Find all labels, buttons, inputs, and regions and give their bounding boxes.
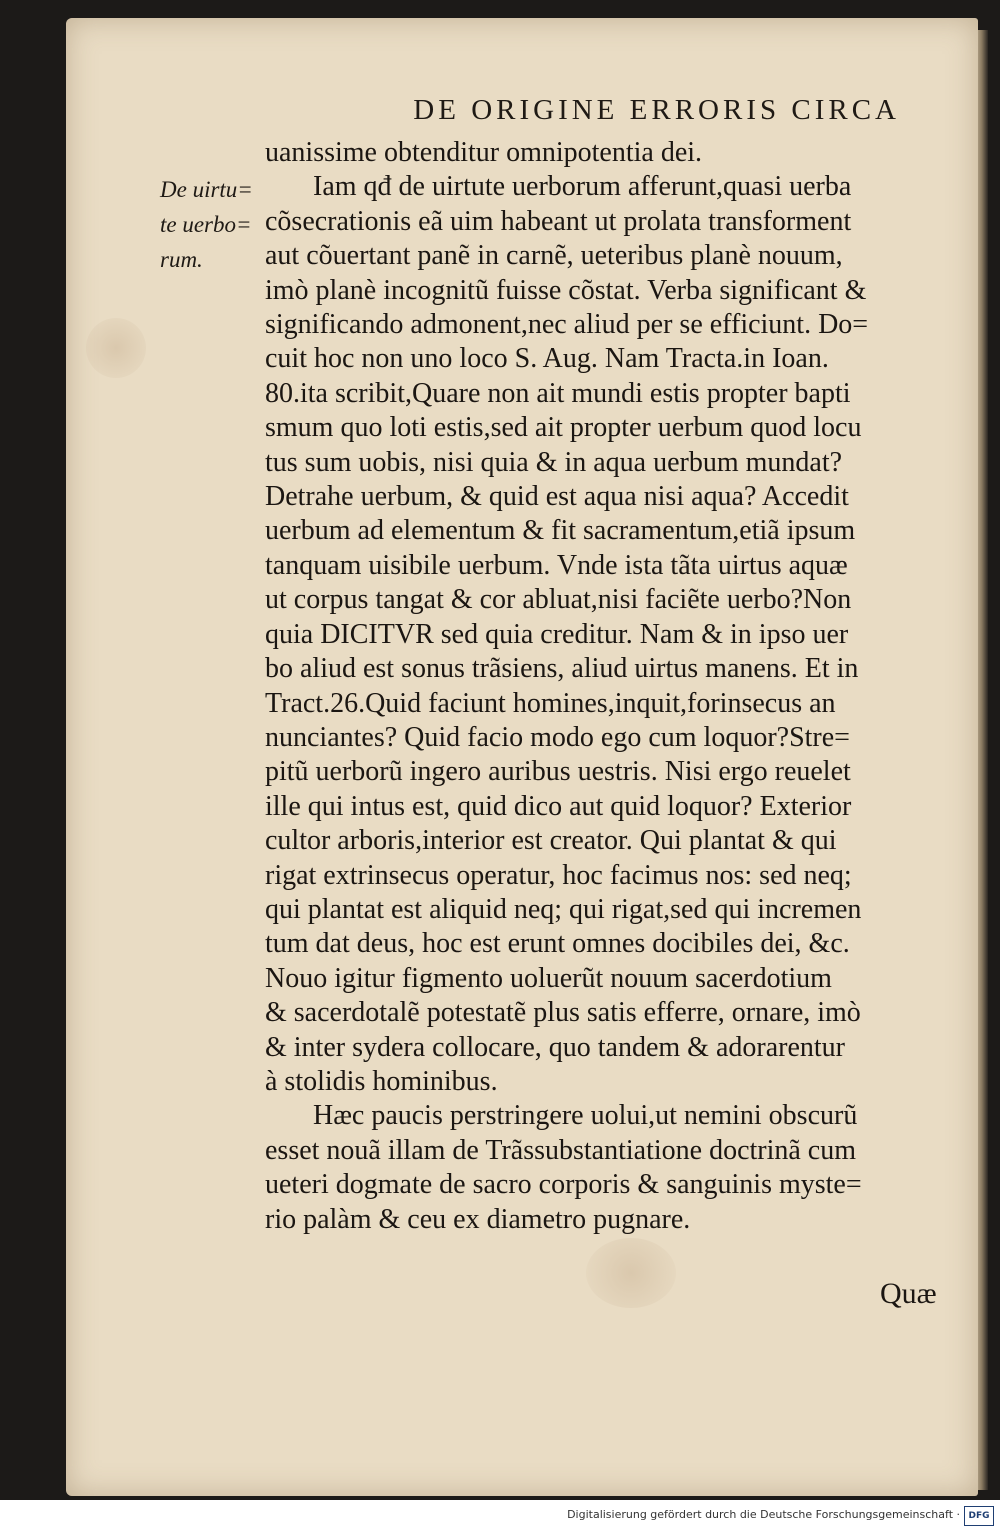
margin-note-line: te uerbo= bbox=[160, 212, 252, 237]
text-line: ille qui intus est, quid dico aut quid loquor? Exterior bbox=[265, 790, 852, 822]
text-line: Hæc paucis perstringere uolui,ut nemini obscurũ bbox=[313, 1100, 858, 1132]
text-line: Iam qđ de uirtute uerborum afferunt,quasi uerba bbox=[313, 171, 852, 203]
text-line: tanquam uisibile uerbum. Vnde ista tãta uirtus aquæ bbox=[265, 549, 848, 581]
margin-note-line: rum. bbox=[160, 247, 203, 272]
text-line: rio palàm & ceu ex diametro pugnare. bbox=[265, 1203, 691, 1235]
footer-bar bbox=[0, 1500, 1000, 1532]
margin-note-line: De uirtu= bbox=[160, 177, 253, 202]
running-head: DE ORIGINE ERRORIS CIRCA bbox=[413, 94, 900, 126]
catchword: Quæ bbox=[880, 1277, 937, 1310]
text-line: 80.ita scribit,Quare non ait mundi estis propter bapti bbox=[265, 377, 851, 409]
text-line: rigat extrinsecus operatur, hoc facimus nos: sed neq; bbox=[265, 859, 852, 891]
text-line: qui plantat est aliquid neq; qui rigat,sed qui incremen bbox=[265, 893, 862, 925]
text-line: uerbum ad elementum & fit sacramentum,etiã ipsum bbox=[265, 515, 856, 547]
text-line: pitũ uerborũ ingero auribus uestris. Nisi ergo reuelet bbox=[265, 756, 851, 788]
text-line: quia DICITVR sed quia creditur. Nam & in ipso uer bbox=[265, 618, 849, 650]
text-line: ueteri dogmate de sacro corporis & sanguinis myste= bbox=[265, 1169, 862, 1201]
text-line: ut corpus tangat & cor abluat,nisi faciẽte uerbo?Non bbox=[265, 584, 852, 616]
text-line: & sacerdotalẽ potestatẽ plus satis efferre, ornare, imò bbox=[265, 997, 861, 1029]
text-line: cuit hoc non uno loco S. Aug. Nam Tracta.in Ioan. bbox=[265, 343, 829, 375]
text-line: Nouo igitur figmento uoluerũt nouum sacerdotium bbox=[265, 962, 832, 994]
text-line: bo aliud est sonus trãsiens, aliud uirtus manens. Et in bbox=[265, 653, 859, 685]
text-line: tum dat deus, hoc est erunt omnes docibiles dei, &c. bbox=[265, 928, 850, 960]
text-line: significando admonent,nec aliud per se efficiunt. Do= bbox=[265, 309, 869, 341]
text-line: aut cõuertant panẽ in carnẽ, ueteribus planè nouum, bbox=[265, 240, 843, 272]
text-line: cultor arboris,interior est creator. Qui plantat & qui bbox=[265, 825, 837, 857]
text-line: Tract.26.Quid faciunt homines,inquit,forinsecus an bbox=[265, 687, 836, 719]
text-line: esset nouã illam de Trãssubstantiatione doctrinã cum bbox=[265, 1134, 857, 1166]
body-text bbox=[265, 136, 970, 1237]
funding-notice: Digitalisierung gefördert durch die Deutsche Forschungsgemeinschaft · bbox=[567, 1508, 960, 1521]
text-line: tus sum uobis, nisi quia & in aqua uerbum mundat? bbox=[265, 446, 843, 478]
dfg-logo[interactable]: DFG bbox=[964, 1506, 994, 1526]
margin-note bbox=[160, 172, 270, 277]
text-line: & inter sydera collocare, quo tandem & adorarentur bbox=[265, 1031, 845, 1063]
text-line: à stolidis hominibus. bbox=[265, 1065, 498, 1097]
text-line: cõsecrationis eã uim habeant ut prolata transforment bbox=[265, 205, 852, 237]
paper-stain bbox=[586, 1238, 676, 1308]
text-line: Detrahe uerbum, & quid est aqua nisi aqua? Accedit bbox=[265, 481, 849, 513]
text-line: imò planè incognitũ fuisse cõstat. Verba significant & bbox=[265, 274, 867, 306]
text-line: nunciantes? Quid facio modo ego cum loquor?Stre= bbox=[265, 721, 850, 753]
paper-stain bbox=[86, 318, 146, 378]
text-line: smum quo loti estis,sed ait propter uerbum quod locu bbox=[265, 412, 862, 444]
text-line: uanissime obtenditur omnipotentia dei. bbox=[265, 137, 703, 168]
